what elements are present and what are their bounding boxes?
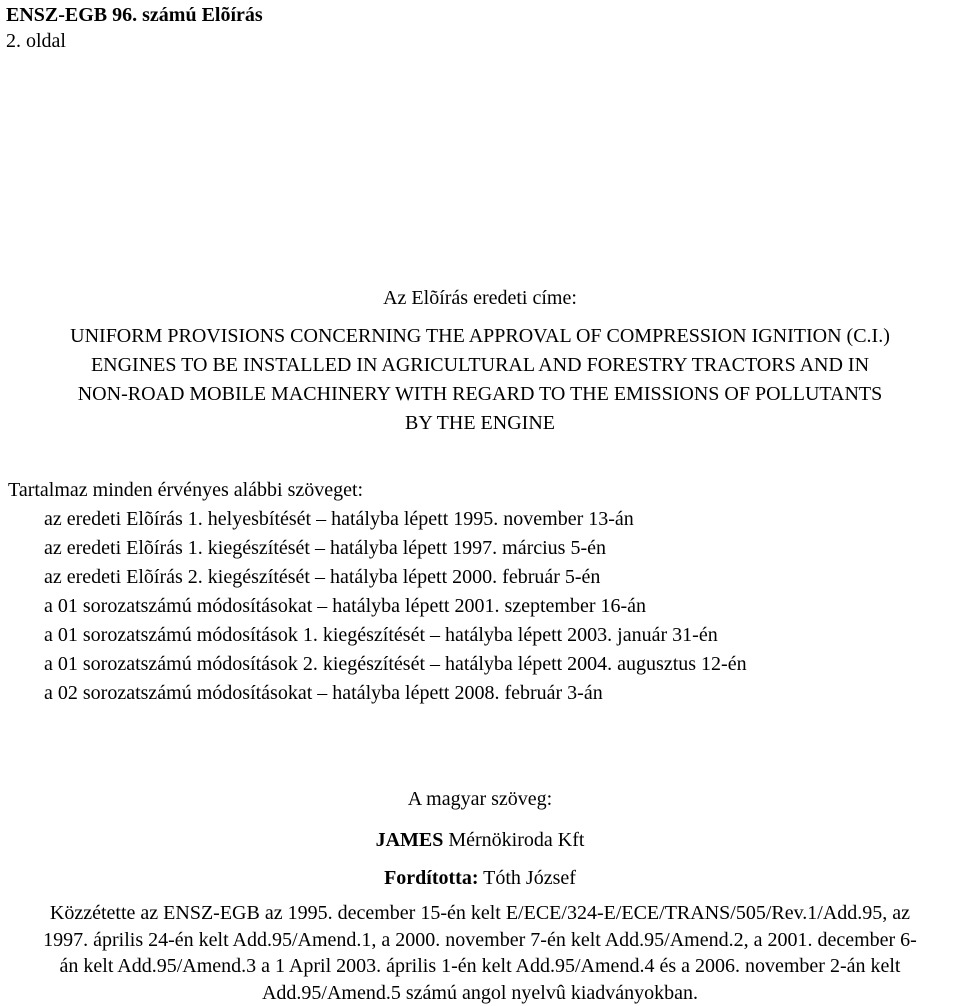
original-title-line: UNIFORM PROVISIONS CONCERNING THE APPROVAL OF COMPRESSION IGNITION (C.I.)	[70, 325, 890, 347]
translation-company	[0, 828, 960, 852]
company-name-rest: Mérnökiroda Kft	[443, 829, 585, 851]
regulation-title: ENSZ-EGB 96. számú Elõírás	[6, 4, 263, 26]
amendment-item: az eredeti Elõírás 2. kiegészítését – hatályba lépett 2000. február 5-én	[44, 566, 601, 588]
original-title	[0, 322, 960, 438]
original-title-line: NON-ROAD MOBILE MACHINERY WITH REGARD TO THE EMISSIONS OF POLLUTANTS	[77, 383, 883, 405]
amendments-list	[44, 505, 747, 708]
company-name-bold: JAMES	[375, 829, 444, 851]
original-title-label: Az Elõírás eredeti címe:	[383, 287, 577, 309]
translator-name: Tóth József	[478, 867, 576, 889]
publication-line: án kelt Add.95/Amend.3 a 1 April 2003. április 1-én kelt Add.95/Amend.4 és a 2006. november 2-án kelt	[59, 955, 901, 977]
translator-label: Fordította:	[384, 867, 479, 889]
amendment-item: a 01 sorozatszámú módosítások 1. kiegészítését – hatályba lépett 2003. január 31-én	[44, 624, 718, 646]
amendment-item: a 02 sorozatszámú módosításokat – hatályba lépett 2008. február 3-án	[44, 682, 603, 704]
translation-label: A magyar szöveg:	[407, 788, 553, 810]
publication-line: Közzétette az ENSZ-EGB az 1995. december 15-én kelt E/ECE/324-E/ECE/TRANS/505/Rev.1/Add.95, az	[49, 902, 911, 924]
translator	[0, 866, 960, 890]
original-title-line: BY THE ENGINE	[405, 412, 555, 434]
amendment-item: az eredeti Elõírás 1. kiegészítését – hatályba lépett 1997. március 5-én	[44, 537, 607, 559]
page-number: 2. oldal	[6, 30, 66, 52]
publication-note	[0, 900, 960, 1006]
amendment-item: az eredeti Elõírás 1. helyesbítését – hatályba lépett 1995. november 13-án	[44, 508, 634, 530]
original-title-line: ENGINES TO BE INSTALLED IN AGRICULTURAL AND FORESTRY TRACTORS AND IN	[90, 354, 870, 376]
amendment-item: a 01 sorozatszámú módosítások 2. kiegészítését – hatályba lépett 2004. augusztus 12-én	[44, 653, 747, 675]
translation-block	[0, 787, 960, 890]
contents-label: Tartalmaz minden érvényes alábbi szöveget:	[8, 479, 364, 501]
publication-line: Add.95/Amend.5 számú angol nyelvû kiadványokban.	[261, 981, 699, 1004]
publication-line: 1997. április 24-én kelt Add.95/Amend.1, a 2000. november 7-én kelt Add.95/Amend.2, a 2001. december 6-	[43, 928, 917, 951]
amendment-item: a 01 sorozatszámú módosításokat – hatályba lépett 2001. szeptember 16-án	[44, 595, 647, 617]
page-header	[6, 2, 263, 54]
